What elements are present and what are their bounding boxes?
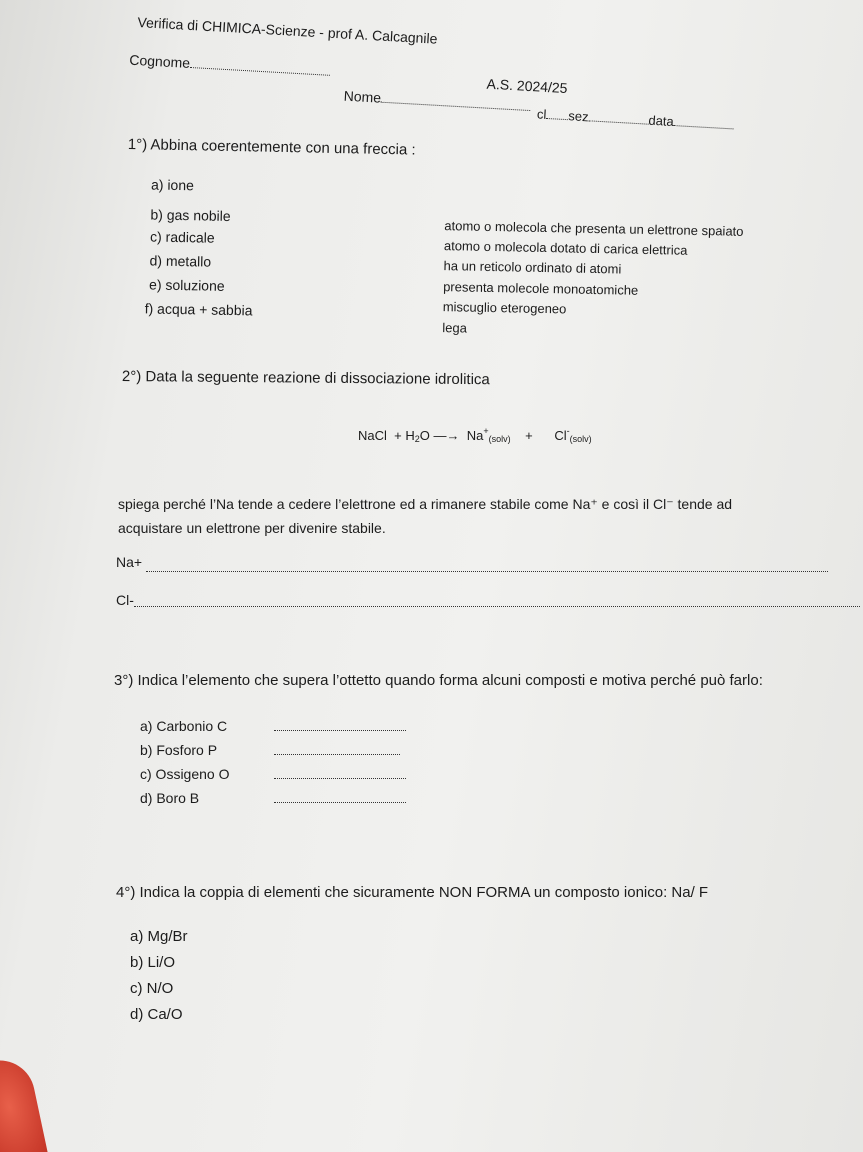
q1-right-item[interactable]: lega bbox=[442, 320, 468, 336]
reaction-equation: NaCl + $H_2O$ —→ $Na^+_{(solv)}$ + $Cl^-_{(solv)}$ bbox=[358, 426, 592, 444]
q3-answer-field[interactable] bbox=[274, 754, 400, 755]
na-answer-field[interactable] bbox=[146, 571, 828, 572]
cl-answer-field[interactable] bbox=[134, 606, 860, 607]
q3-option: a) Carbonio C bbox=[140, 718, 228, 734]
q4-option[interactable]: a) Mg/Br bbox=[130, 928, 188, 945]
question-3-title: 3°) Indica l’elemento che supera l’ottetto quando forma alcuni composti e motiva perché può farlo: bbox=[114, 672, 763, 689]
q1-left-item[interactable]: a) ione bbox=[150, 176, 195, 194]
data-label: data bbox=[648, 112, 675, 130]
q1-left-item[interactable]: c) radicale bbox=[149, 228, 215, 246]
q1-right-item[interactable]: miscuglio eterogeneo bbox=[442, 299, 567, 317]
q4-option[interactable]: d) Ca/O bbox=[130, 1006, 183, 1023]
q3-answer-field[interactable] bbox=[274, 802, 406, 803]
class-section-date bbox=[537, 104, 735, 132]
data-field[interactable] bbox=[674, 112, 735, 129]
q1-left-item[interactable]: e) soluzione bbox=[149, 276, 225, 294]
q1-right-item[interactable]: ha un reticolo ordinato di atomi bbox=[443, 258, 622, 277]
q2-text-line-1: spiega perché l’Na tende a cedere l’elettrone ed a rimanere stabile come Na⁺ e così il Cl⁻ tende ad bbox=[118, 496, 733, 512]
q1-left-item[interactable]: d) metallo bbox=[149, 252, 212, 270]
q1-left-item[interactable]: b) gas nobile bbox=[150, 206, 231, 224]
q1-right-item[interactable]: atomo o molecola dotato di carica elettrica bbox=[443, 238, 688, 258]
sez-field[interactable] bbox=[588, 107, 649, 124]
q1-right-item[interactable]: atomo o molecola che presenta un elettrone spaiato bbox=[444, 218, 744, 239]
q4-option[interactable]: c) N/O bbox=[130, 980, 174, 997]
nome-label: Nome bbox=[343, 86, 531, 114]
q3-option: d) Boro B bbox=[140, 790, 200, 806]
q3-option: c) Ossigeno O bbox=[140, 766, 230, 782]
question-2-title: 2°) Data la seguente reazione di dissociazione idrolitica bbox=[121, 368, 490, 389]
q3-option: b) Fosforo P bbox=[140, 742, 218, 758]
q1-right-item[interactable]: presenta molecole monoatomiche bbox=[443, 279, 639, 298]
sez-label: sez bbox=[567, 108, 590, 125]
q3-answer-field[interactable] bbox=[274, 730, 406, 731]
page-title: Verifica di CHIMICA-Scienze - prof A. Calcagnile bbox=[137, 14, 438, 47]
q2-text-line-2: acquistare un elettrone per divenire stabile. bbox=[118, 520, 386, 536]
cl-answer-label: Cl- bbox=[116, 592, 134, 608]
cognome-field[interactable] bbox=[190, 53, 331, 76]
q3-answer-field[interactable] bbox=[274, 778, 406, 779]
finger-edge bbox=[0, 1054, 52, 1152]
question-1-title: 1°) Abbina coerentemente con una freccia : bbox=[127, 136, 416, 159]
question-4-title: 4°) Indica la coppia di elementi che sicuramente NON FORMA un composto ionico: Na/ F bbox=[116, 884, 709, 901]
cognome-label: Cognome bbox=[129, 50, 330, 79]
school-year: A.S. 2024/25 bbox=[486, 75, 568, 97]
q4-option[interactable]: b) Li/O bbox=[130, 954, 176, 971]
q1-left-item[interactable]: f) acqua + sabbia bbox=[144, 300, 253, 319]
na-answer-label: Na+ bbox=[116, 554, 143, 570]
cl-field[interactable] bbox=[546, 105, 569, 120]
reaction-arrow: —→ bbox=[433, 428, 460, 443]
cl-label: cl bbox=[536, 106, 547, 122]
